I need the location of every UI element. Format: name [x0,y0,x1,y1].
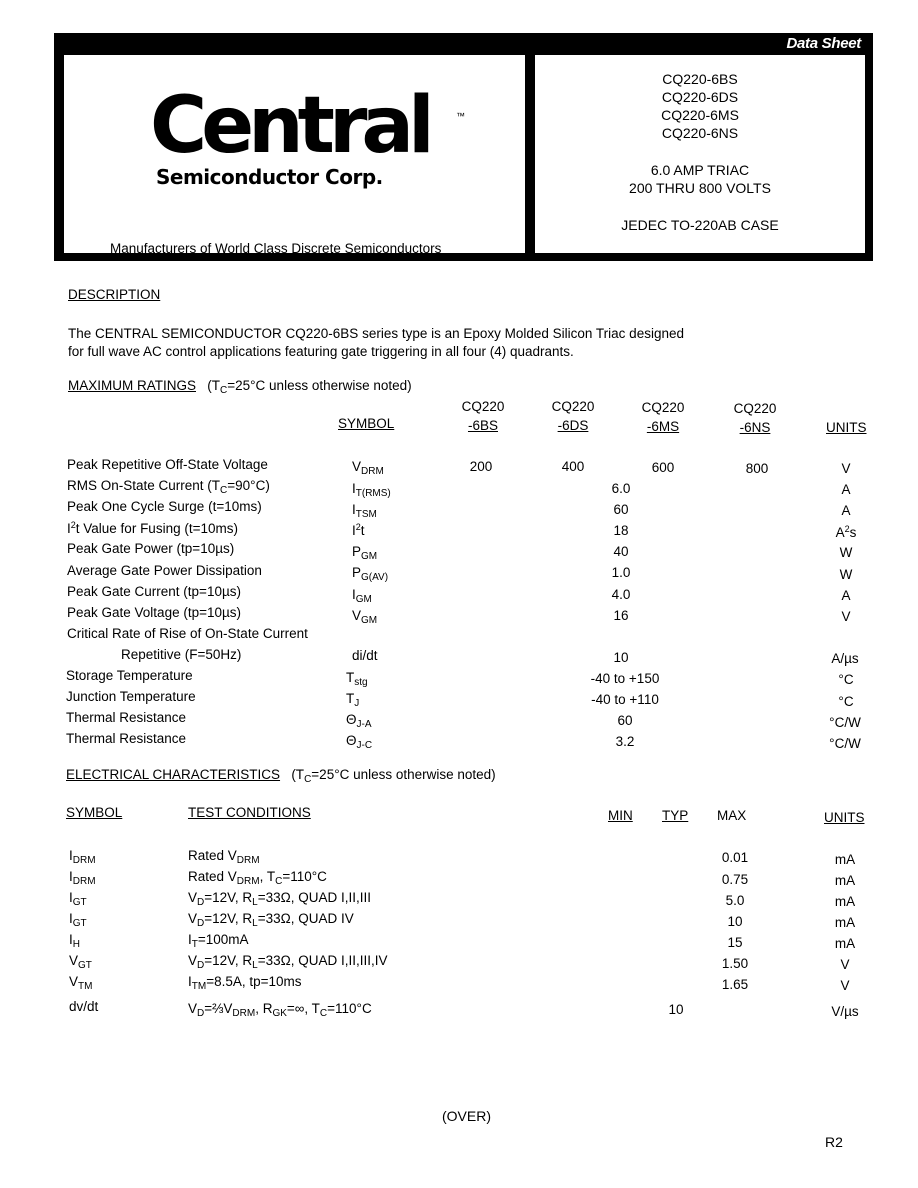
elec-max: 5.0 [725,893,745,908]
rating-unit: °C [838,694,854,709]
rating-symbol: $I_{GM}$ [352,587,372,605]
rating-symbol: $\Theta_{J-A}$ [346,712,372,730]
part-number: CQ220-6MS [661,107,739,123]
rating-param: Thermal Resistance [66,710,187,725]
part-number: CQ220-6NS [661,125,739,141]
rating-param: Peak Gate Power (tp=10µs) [67,541,235,556]
elec-symbol: $I_{DRM}$ [69,869,96,887]
elec-condition: $V_D=\frac{2}{3}V_{DRM}$, $R_{GK}=\infty$, $T_C=110^\circ C$ [188,1001,372,1019]
elec-symbol: $I_{GT}$ [69,890,87,908]
rating-unit: A [841,588,851,603]
rating-value: 1.0 [611,565,631,580]
company-tagline: Manufacturers of World Class Discrete Semiconductors [110,241,442,256]
rating-unit: W [839,567,853,582]
case-type: JEDEC TO-220AB CASE [621,217,779,233]
rating-symbol: $V_{DRM}$ [352,459,384,477]
rating-unit: °C/W [829,736,861,751]
rating-unit: $A^2s$ [835,524,857,540]
min-header: MIN [608,808,633,823]
rating-value: 800 [745,461,769,476]
rating-param: $I^2t$ Value for Fusing (t=10ms) [67,520,238,536]
rating-symbol: di/dt [352,648,378,663]
rating-param: Repetitive (F=50Hz) [121,647,242,662]
voltage-range: 200 THRU 800 VOLTS [629,180,771,196]
elec-condition: Rated $V_{DRM}$, $T_C=110^\circ C$ [188,869,327,887]
revision-label: R2 [825,1134,843,1150]
rating-param: Peak Gate Current (tp=10µs) [67,584,241,599]
rating-symbol: $V_{GM}$ [352,608,378,626]
current-rating: 6.0 AMP TRIAC [650,162,750,178]
rating-symbol: $I_{T(RMS)}$ [352,481,391,499]
max-ratings-heading-line [68,378,412,396]
column-header: -6MS [646,419,680,434]
elec-max: 0.75 [721,872,749,887]
test-conditions-header: TEST CONDITIONS [188,805,311,820]
elec-condition: $V_D=12V$, $R_L=33\Omega$, QUAD I,II,III [188,890,371,908]
logo-panel [64,55,525,256]
column-header: -6DS [557,418,589,433]
elec-condition: $V_D=12V$, $R_L=33\Omega$, QUAD IV [188,911,354,929]
rating-value: -40 to +150 [590,671,660,686]
header-banner [54,33,873,261]
rating-param: Average Gate Power Dissipation [67,563,262,578]
elec-symbol: $I_{DRM}$ [69,848,96,866]
trademark-mark: ™ [456,111,465,121]
column-header: CQ220 [461,399,505,414]
rating-param: Peak Gate Voltage (tp=10µs) [67,605,242,620]
rating-value: 6.0 [611,481,631,496]
elec-symbol: $I_{GT}$ [69,911,87,929]
rating-value: 10 [613,650,629,665]
rating-unit: °C [838,672,854,687]
max-header: MAX [717,808,747,823]
rating-unit: A [841,482,851,497]
rating-symbol: $T_J$ [346,691,360,709]
column-header: CQ220 [551,399,595,414]
part-number: CQ220-6BS [662,71,738,87]
company-logo-subtitle: Semiconductor Corp. [156,165,383,189]
datasheet-label: Data Sheet [786,35,861,52]
rating-symbol: $P_{GM}$ [352,544,378,562]
elec-unit: V/µs [831,1004,859,1019]
rating-value: 40 [613,544,629,559]
elec-unit: mA [834,894,856,909]
rating-param: Storage Temperature [66,668,193,683]
rating-param: Peak Repetitive Off-State Voltage [67,457,268,472]
rating-value: 4.0 [611,587,631,602]
typ-header: TYP [662,808,689,823]
elec-unit: mA [834,936,856,951]
column-header: -6BS [467,418,498,433]
elec-symbol: dv/dt [69,999,99,1014]
elec-symbol: $V_{TM}$ [69,974,93,992]
electrical-note: ($T_C=25^\circ C$ unless otherwise noted) [291,767,496,785]
elec-unit: V [840,978,850,993]
symbol-header: SYMBOL [66,805,123,820]
elec-max: 15 [727,935,743,950]
rating-unit: V [841,609,851,624]
units-header: UNITS [826,420,867,435]
elec-condition: Rated $V_{DRM}$ [188,848,260,866]
description-heading: DESCRIPTION [68,287,161,302]
elec-max: 0.01 [721,850,749,865]
max-ratings-heading: MAXIMUM RATINGS [68,378,196,393]
electrical-heading-line [66,767,496,785]
rating-unit: W [839,545,853,560]
rating-value: 16 [613,608,629,623]
rating-unit: °C/W [829,715,861,730]
elec-condition: $I_{TM}=8.5A$, tp=10ms [188,974,302,992]
elec-max: 1.65 [721,977,749,992]
rating-symbol: $I^2t$ [352,522,365,538]
rating-symbol: $T_{stg}$ [346,670,368,688]
elec-max: 10 [727,914,743,929]
rating-param: Peak One Cycle Surge (t=10ms) [67,499,262,514]
part-number: CQ220-6DS [661,89,739,105]
rating-value: 3.2 [615,734,635,749]
over-note: (OVER) [442,1108,491,1124]
rating-unit: V [841,461,851,476]
description-text: The CENTRAL SEMICONDUCTOR CQ220-6BS series type is an Epoxy Molded Silicon Triac designed [68,326,684,341]
company-logo: Central [150,81,429,171]
rating-symbol: $I_{TSM}$ [352,502,377,520]
elec-condition: $V_D=12V$, $R_L=33\Omega$, QUAD I,II,III,IV [188,953,388,971]
column-header: -6NS [739,420,771,435]
rating-symbol: $\Theta_{J-C}$ [346,733,373,751]
description-text: for full wave AC control applications featuring gate triggering in all four (4) quadrants. [68,344,574,359]
rating-param: Critical Rate of Rise of On-State Current [67,626,308,641]
column-header: CQ220 [641,400,685,415]
column-header: CQ220 [733,401,777,416]
elec-max: 1.50 [721,956,749,971]
rating-value: 18 [613,523,629,538]
rating-value: -40 to +110 [591,692,659,707]
elec-symbol: $I_H$ [69,932,80,950]
elec-symbol: $V_{GT}$ [69,953,92,971]
symbol-header: SYMBOL [338,416,395,431]
rating-value: 600 [651,460,675,475]
elec-unit: mA [834,852,856,867]
units-header: UNITS [824,810,865,825]
elec-condition: $I_T=100mA$ [188,932,249,950]
electrical-heading: ELECTRICAL CHARACTERISTICS [66,767,281,782]
rating-value: 200 [469,459,493,474]
rating-param: RMS On-State Current $(T_C=90^\circ C)$ [67,478,270,496]
elec-typ: 10 [668,1002,684,1017]
max-ratings-note: ($T_C=25^\circ C$ unless otherwise noted) [207,378,412,396]
rating-symbol: $P_{G(AV)}$ [352,565,389,583]
rating-unit: A/µs [831,651,859,666]
rating-unit: A [841,503,851,518]
rating-value: 60 [617,713,633,728]
elec-unit: mA [834,915,856,930]
elec-unit: V [840,957,850,972]
elec-unit: mA [834,873,856,888]
rating-value: 60 [613,502,629,517]
rating-param: Thermal Resistance [66,731,187,746]
part-info-panel [535,55,865,253]
rating-value: 400 [561,459,585,474]
rating-param: Junction Temperature [66,689,196,704]
